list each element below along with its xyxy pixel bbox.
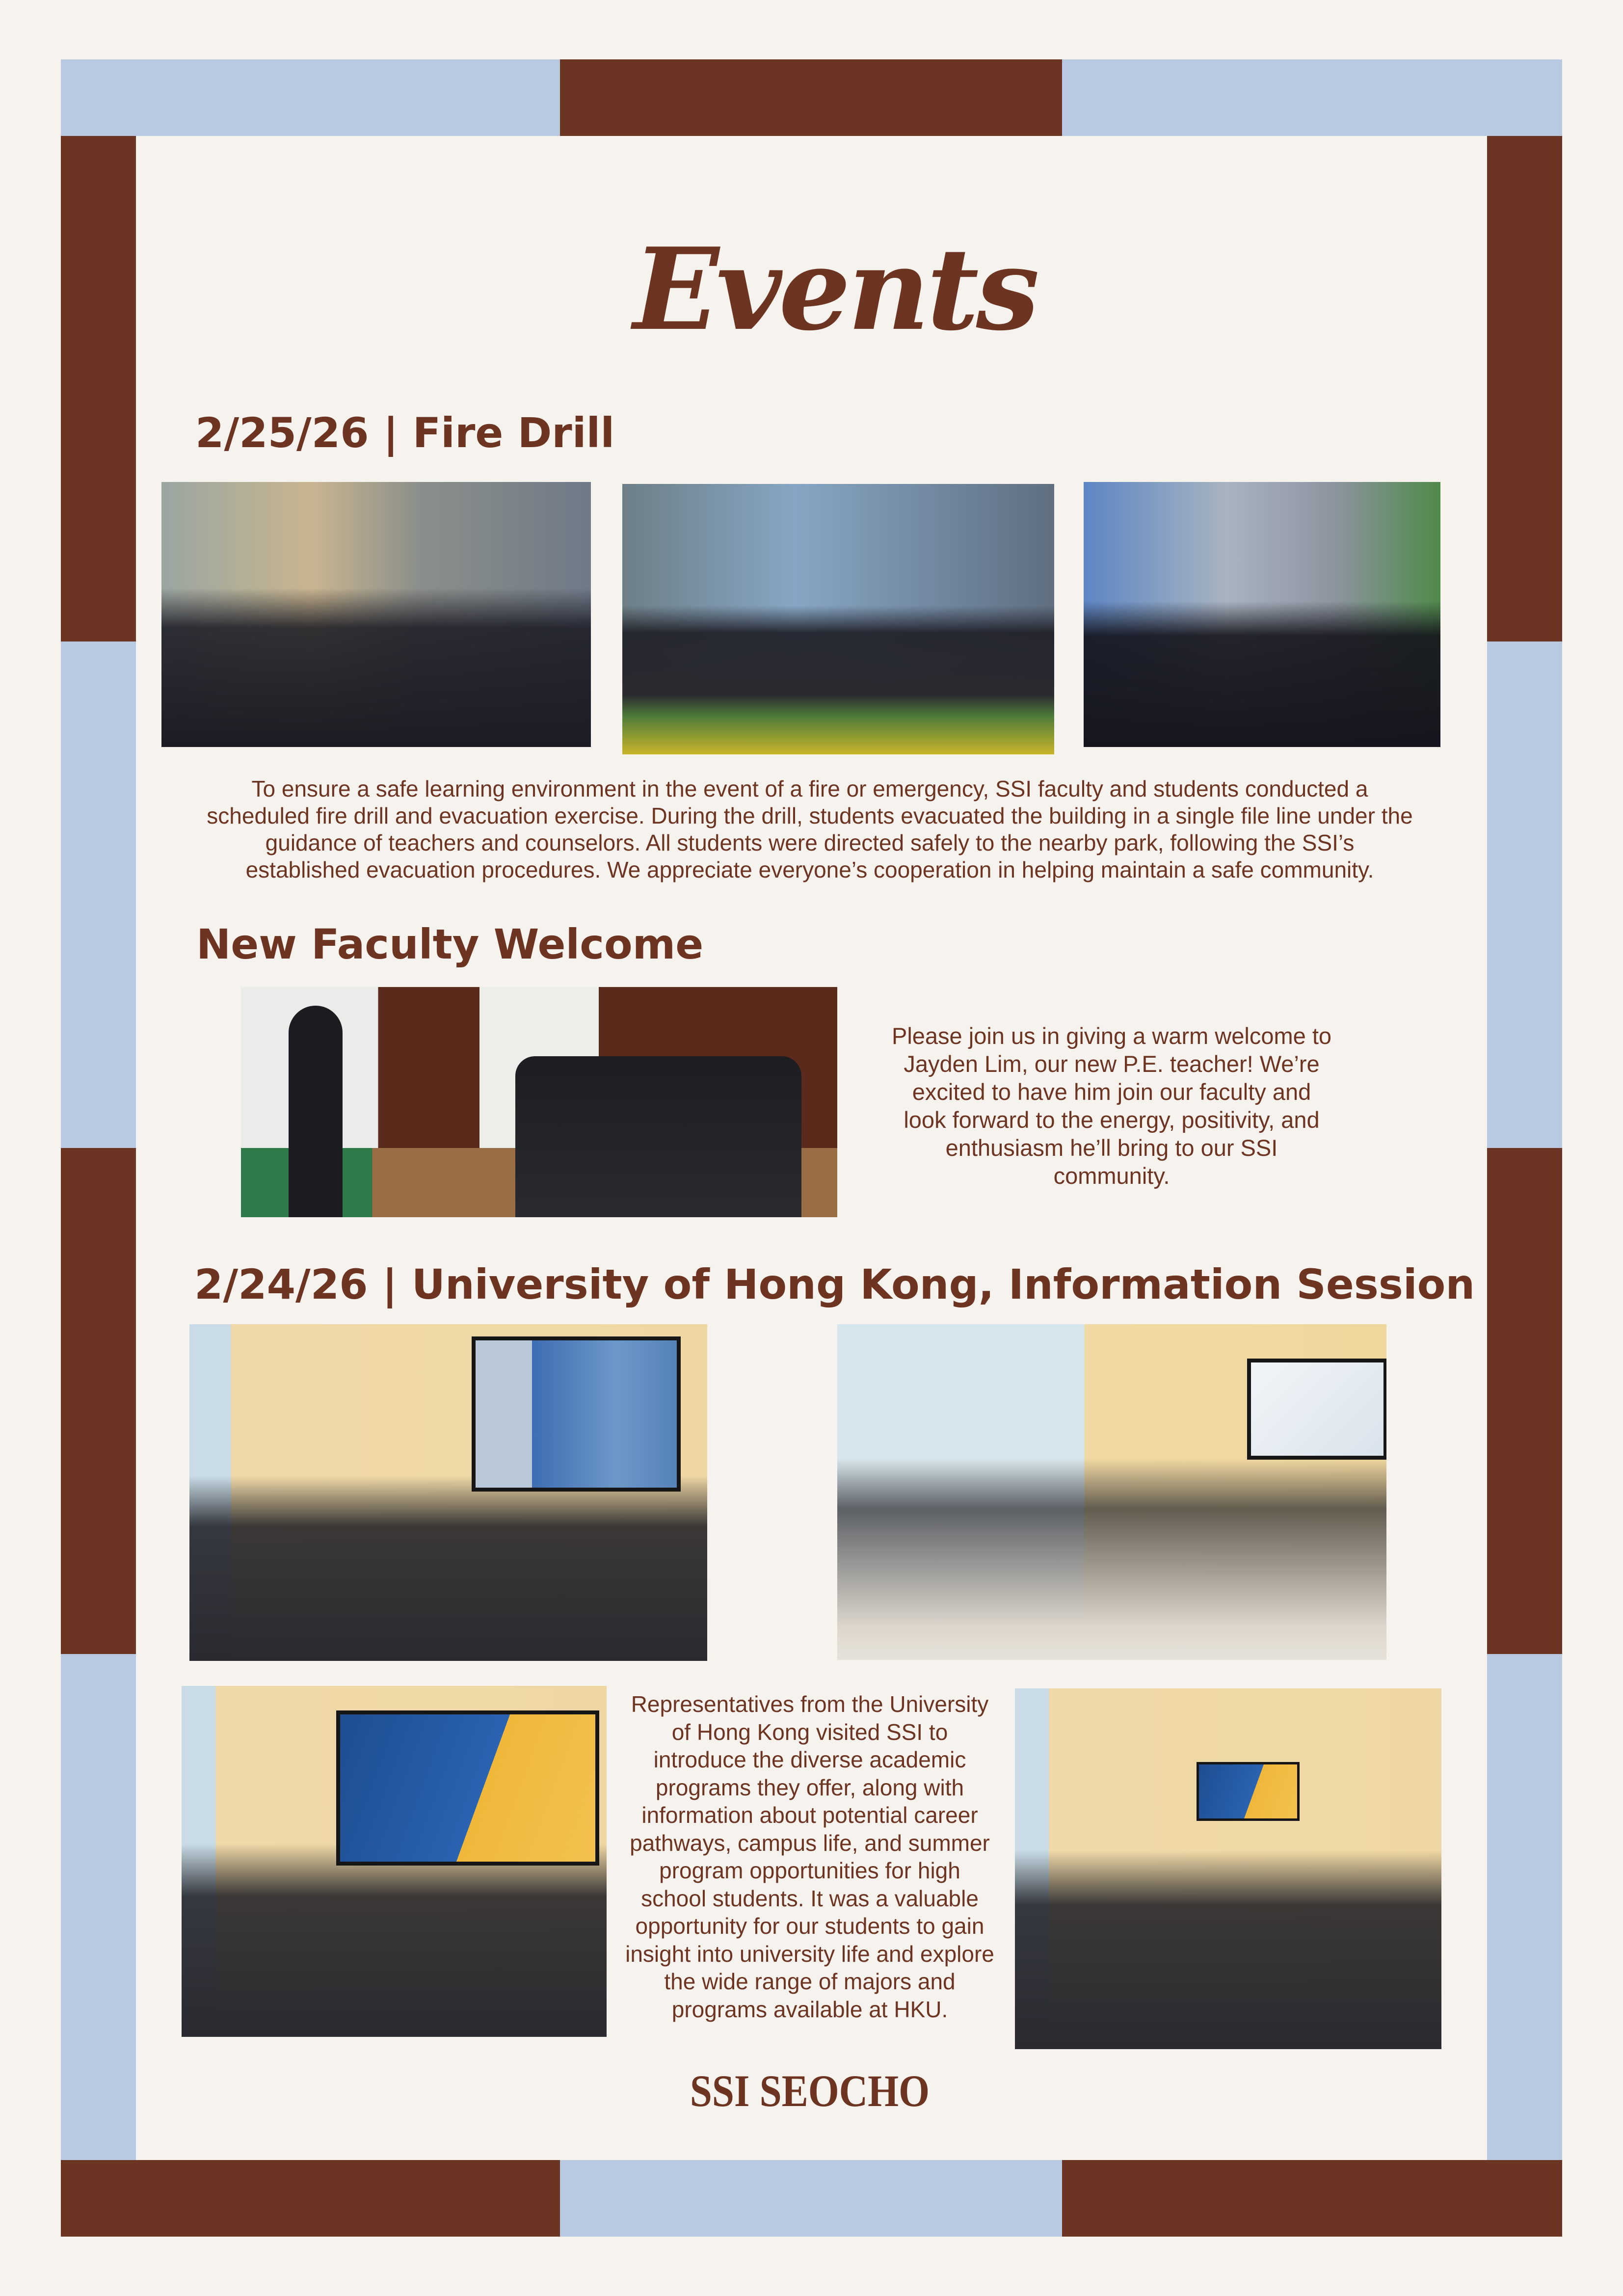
fire-drill-description: To ensure a safe learning environment in the event of a fire or emergency, SSI faculty and students conducted a scheduled fire drill and evacuation exercise. During the drill, students evacuated the building in a single file line under the guidance of teachers and counselors. All students were directed safely to the nearby park, following the SSI’s established evacuation procedures. We appreciate everyone’s cooperation in helping maintain a safe community.: [207, 776, 1413, 882]
frame-left-segment-2: [61, 641, 136, 1148]
fire-drill-photo-3: [1084, 482, 1440, 747]
frame-bottom-right-block: [1062, 2160, 1562, 2237]
frame-bottom-left-block: [61, 2160, 560, 2237]
new-faculty-description: Please join us in giving a warm welcome to Jayden Lim, our new P.E. teacher! We’re excited to have him join our faculty and look forward to the energy, positivity, and enthusiasm he’ll bring to our SSI community.: [891, 1023, 1332, 1189]
frame-bottom-center-block: [560, 2160, 1062, 2237]
frame-left-segment-1: [61, 136, 136, 641]
fire-drill-photo-1: [161, 482, 591, 747]
school-name-footer: SSI SEOCHO: [690, 2066, 930, 2116]
section-heading-fire-drill: 2/25/26 | Fire Drill: [195, 409, 615, 457]
hku-photo-1: [189, 1324, 707, 1661]
frame-right-segment-4: [1487, 1654, 1562, 2160]
hku-photo-4: [1015, 1688, 1441, 2049]
frame-right-segment-3: [1487, 1148, 1562, 1654]
frame-right-segment-2: [1487, 641, 1562, 1148]
page-title: Events: [633, 223, 1037, 356]
frame-right-segment-1: [1487, 136, 1562, 641]
frame-top-right-block: [1062, 59, 1562, 136]
section-heading-hku-session: 2/24/26 | University of Hong Kong, Information Session: [194, 1260, 1475, 1308]
new-faculty-photo: [241, 987, 837, 1217]
students-figure: [515, 1056, 801, 1217]
hku-photo-3: [182, 1686, 607, 2037]
frame-left-segment-4: [61, 1654, 136, 2160]
hku-photo-2: [837, 1324, 1386, 1660]
hku-session-description: Representatives from the University of Hong Kong visited SSI to introduce the diverse academic programs they offer, along with information about potential career pathways, campus life, and summer program opportunities for high school students. It was a valuable opportunity for our students to gain insight into university life and explore the wide range of majors and programs available at HKU.: [625, 1691, 994, 2022]
section-heading-new-faculty: New Faculty Welcome: [196, 920, 704, 968]
presentation-screen: [1197, 1762, 1300, 1821]
frame-top-center-block: [560, 59, 1062, 136]
fire-drill-photo-2: [622, 484, 1054, 754]
frame-top-left-block: [61, 59, 560, 136]
presentation-screen: [336, 1710, 599, 1866]
frame-left-segment-3: [61, 1148, 136, 1654]
teacher-figure: [289, 1006, 342, 1217]
presentation-screen: [1247, 1359, 1386, 1460]
presentation-screen: [472, 1336, 681, 1492]
